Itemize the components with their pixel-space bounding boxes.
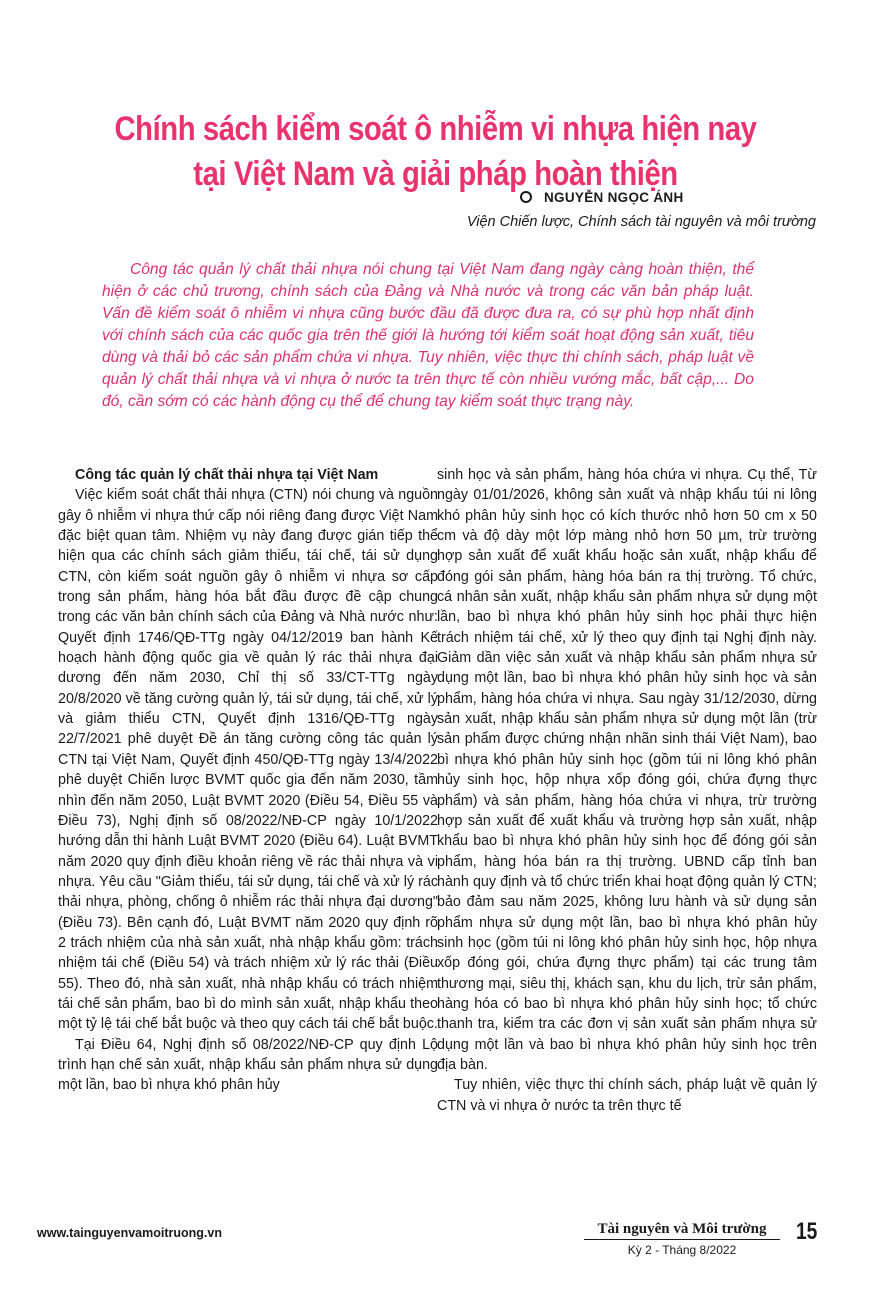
body-paragraph: Việc kiểm soát chất thải nhựa (CTN) nói chung và nguồn gây ô nhiễm vi nhựa thứ cấp nói riêng đang được Việt Nam đặc biệt quan tâm. Nhiệm vụ này đang được gián tiếp thể hiện qua các chính sách giảm thiểu, tái chế, tái sử dụng CTN, còn kiểm soát nguồn gây ô nhiễm vi nhựa sơ cấp trong sản phẩm, hàng hóa bắt đầu được đề cập chung trong các văn bản chính sách của Đảng và Nhà nước như: Quyết định 1746/QĐ-TTg ngày 04/12/2019 ban hành Kế hoạch hành động quốc gia về quản lý rác thải nhựa đại dương đến năm 2030, Chỉ thị số 33/CT-TTg ngày 20/8/2020 về tăng cường quản lý, tái sử dụng, tái chế, xử lý và giảm thiểu CTN, Quyết định 1316/QĐ-TTg ngày 22/7/2021 phê duyệt Đề án tăng cường công tác quản lý CTN tại Việt Nam, Quyết định 450/QĐ-TTg ngày 13/4/2022 phê duyệt Chiến lược BVMT quốc gia đến năm 2030, tầm nhìn đến năm 2050, Luật BVMT 2020 (Điều 54, Điều 55 và Điều 73), Nghị định số 08/2022/NĐ-CP ngày 10/1/2022 hướng dẫn thi hành Luật BVMT 2020 (Điều 64). Luật BVMT năm 2020 quy định điều khoản riêng về rác thải nhựa và vi nhựa. Yêu cầu "Giảm thiểu, tái sử dụng, tái chế và xử lý rác thải nhựa, phòng, chống ô nhiễm rác thải nhựa đại dương" (Điều 73). Bên cạnh đó, Luật BVMT năm 2020 quy định rõ 2 trách nhiệm của nhà sản xuất, nhà nhập khẩu gồm: trách nhiệm tái chế (Điều 54) và trách nhiệm xử lý rác thải (Điều 55). Theo đó, nhà sản xuất, nhà nhập khẩu có trách nhiệm tái chế sản phẩm, bao bì do mình sản xuất, nhập khẩu theo một tỷ lệ tái chế bắt buộc và theo quy cách tái chế bắt buộc.	[58, 487, 438, 1033]
footer-website: www.tainguyenvamoitruong.vn	[37, 1226, 222, 1240]
author-line	[520, 190, 820, 205]
abstract-text: Công tác quản lý chất thải nhựa nói chung tại Việt Nam đang ngày càng hoàn thiện, thể hiện ở các chủ trương, chính sách của Đảng và Nhà nước và trong các văn bản pháp luật. Vấn đề kiểm soát ô nhiễm vi nhựa cũng bước đầu đã được đưa ra, có sự phù hợp nhất định với chính sách của các quốc gia trên thế giới là hướng tới kiểm soát hoạt động sản xuất, tiêu dùng và thải bỏ các sản phẩm chứa vi nhựa. Tuy nhiên, việc thực thi chính sách, pháp luật về quản lý chất thải nhựa và vi nhựa ở nước ta trên thực tế còn nhiều vướng mắc, bất cập,... Do đó, cần sớm có các hành động cụ thể để chung tay kiểm soát thực trạng này.	[102, 261, 754, 410]
section-heading: Công tác quản lý chất thải nhựa tại Việt Nam	[75, 467, 379, 483]
author-affiliation: Viện Chiến lược, Chính sách tài nguyên và môi trường	[466, 214, 816, 230]
body-paragraph: Tuy nhiên, việc thực thi chính sách, pháp luật về quản lý CTN và vi nhựa ở nước ta trên thực tế	[437, 1077, 817, 1114]
title-line-1: Chính sách kiểm soát ô nhiễm vi nhựa hiện nay	[114, 109, 757, 148]
page-number: 15	[796, 1218, 818, 1245]
abstract	[102, 259, 754, 413]
author-name: NGUYỄN NGỌC ÁNH	[544, 190, 684, 205]
footer-issue: Kỳ 2 - Tháng 8/2022	[627, 1243, 737, 1257]
right-column	[437, 465, 817, 1116]
body-paragraph: sinh học và sản phẩm, hàng hóa chứa vi nhựa. Cụ thể, Từ ngày 01/01/2026, không sản xuất và nhập khẩu túi ni lông khó phân hủy sinh học có kích thước nhỏ hơn 50 cm x 50 cm và độ dày một lớp màng nhỏ hơn 50 µm, trừ trường hợp sản xuất để xuất khẩu hoặc sản xuất, nhập khẩu để đóng gói sản phẩm, hàng hóa bán ra thị trường. Tổ chức, cá nhân sản xuất, nhập khẩu sản phẩm nhựa sử dụng một lần, bao bì nhựa khó phân hủy sinh học phải thực hiện trách nhiệm tái chế, xử lý theo quy định tại Nghị định này. Giảm dần việc sản xuất và nhập khẩu sản phẩm nhựa sử dụng một lần, bao bì nhựa khó phân hủy sinh học và sản phẩm, hàng hóa chứa vi nhựa. Sau ngày 31/12/2030, dừng sản xuất, nhập khẩu sản phẩm nhựa sử dụng một lần (trừ sản phẩm được chứng nhận nhãn sinh thái Việt Nam), bao bì nhựa khó phân hủy sinh học (gồm túi ni lông khó phân hủy sinh học, hộp nhựa xốp đóng gói, chứa đựng thực phẩm) và sản phẩm, hàng hóa chứa vi nhựa, trừ trường hợp sản xuất để xuất khẩu và trường hợp sản xuất, nhập khẩu bao bì nhựa khó phân hủy sinh học để đóng gói sản phẩm, hàng hóa bán ra thị trường. UBND cấp tỉnh ban hành quy định và tổ chức triển khai hoạt động quản lý CTN; bảo đảm sau năm 2025, không lưu hành và sử dụng sản phẩm nhựa sử dụng một lần, bao bì nhựa khó phân hủy sinh học (gồm túi ni lông khó phân hủy sinh học, hộp nhựa xốp đóng gói, chứa đựng thực phẩm) tại các trung tâm thương mại, siêu thị, khách sạn, khu du lịch, trừ sản phẩm, hàng hóa có bao bì nhựa khó phân hủy sinh học; tổ chức thanh tra, kiểm tra các đơn vị sản xuất sản phẩm nhựa sử dụng một lần và bao bì nhựa khó phân hủy sinh học trên địa bàn.	[437, 467, 817, 1073]
article-title	[95, 107, 775, 197]
circle-bullet-icon	[520, 191, 532, 203]
footer-journal-name: Tài nguyên và Môi trường	[584, 1221, 780, 1240]
title-line-2: tại Việt Nam và giải pháp hoàn thiện	[193, 154, 678, 193]
left-column	[58, 465, 438, 1096]
body-paragraph: Tại Điều 64, Nghị định số 08/2022/NĐ-CP quy định Lộ trình hạn chế sản xuất, nhập khẩu sản phẩm nhựa sử dụng một lần, bao bì nhựa khó phân hủy	[58, 1036, 438, 1094]
